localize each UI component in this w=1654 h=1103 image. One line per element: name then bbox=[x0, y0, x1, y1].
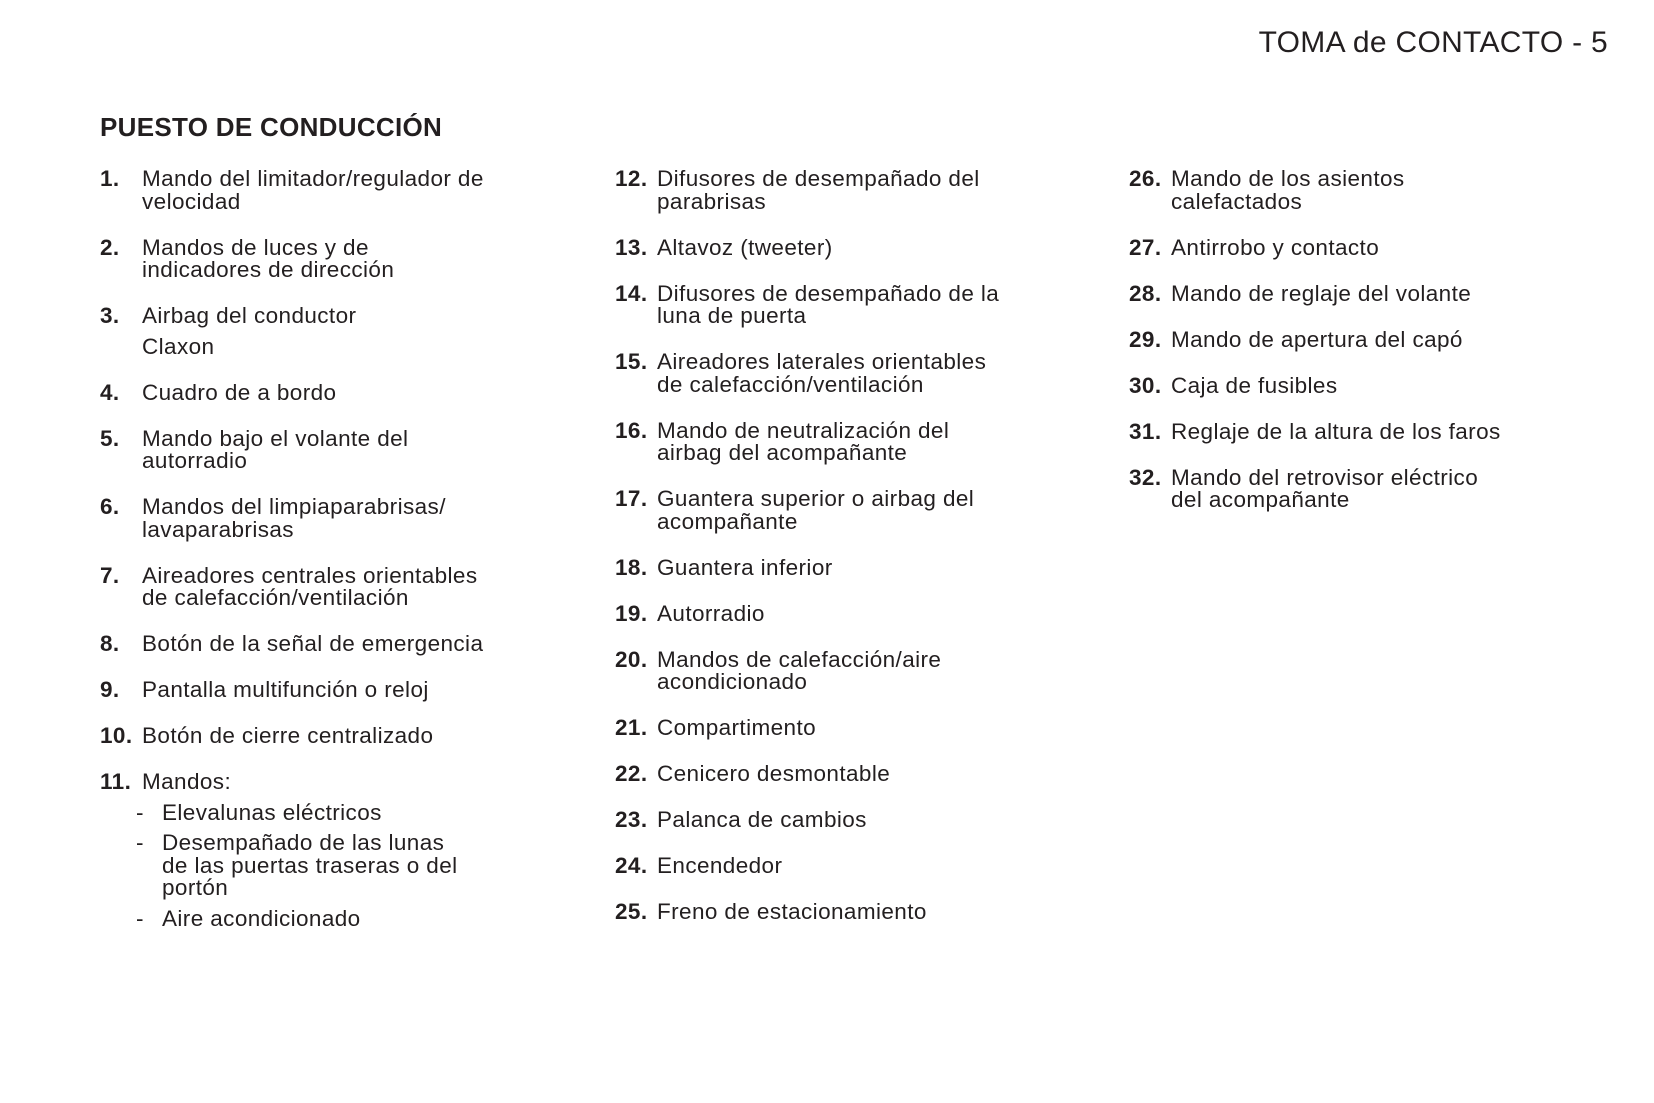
item-text bbox=[657, 417, 1085, 465]
item-text bbox=[142, 633, 570, 656]
item-text-line: Mando del limitador/regulador de bbox=[142, 166, 484, 191]
list-item bbox=[100, 425, 570, 473]
item-text bbox=[657, 351, 1085, 396]
list-item bbox=[100, 633, 570, 656]
item-text-line: Aireadores centrales orientables bbox=[142, 562, 478, 588]
item-text-line: del acompañante bbox=[1171, 487, 1350, 512]
item-number: 18. bbox=[615, 554, 648, 580]
item-text-line: Mandos de luces y de bbox=[142, 234, 369, 260]
page-header-title: TOMA de CONTACTO - 5 bbox=[1258, 26, 1608, 59]
item-number: 12. bbox=[615, 166, 648, 191]
item-number: 3. bbox=[100, 303, 120, 328]
list-item bbox=[615, 717, 1085, 740]
item-text bbox=[657, 717, 1085, 740]
list-item bbox=[1129, 372, 1599, 398]
item-text-line: Antirrobo y contacto bbox=[1171, 234, 1380, 260]
item-number: 29. bbox=[1129, 326, 1162, 352]
item-text-line: acondicionado bbox=[657, 669, 808, 694]
item-text-line: Airbag del conductor bbox=[142, 303, 357, 328]
item-text bbox=[142, 425, 570, 473]
item-text bbox=[136, 769, 570, 938]
item-text-line: Compartimento bbox=[657, 715, 817, 740]
item-number: 21. bbox=[615, 715, 648, 740]
item-text-line: airbag del acompañante bbox=[657, 440, 908, 465]
list-item bbox=[615, 488, 1085, 533]
item-text bbox=[142, 234, 570, 282]
item-number: 13. bbox=[615, 234, 648, 260]
sub-item-text-line: portón bbox=[162, 875, 229, 900]
sub-item-text bbox=[162, 905, 570, 931]
item-text-line: Altavoz (tweeter) bbox=[657, 234, 833, 260]
item-text-line: parabrisas bbox=[657, 188, 767, 214]
item-text-line: Mando de los asientos bbox=[1171, 166, 1405, 191]
item-number: 28. bbox=[1129, 280, 1162, 306]
item-text bbox=[657, 280, 1085, 328]
item-number: 16. bbox=[615, 417, 648, 443]
item-text bbox=[1171, 280, 1599, 306]
item-text bbox=[657, 554, 1085, 580]
list-item bbox=[1129, 464, 1599, 512]
item-text-line: Difusores de desempañado del bbox=[657, 166, 980, 191]
item-text-line: Guantera inferior bbox=[657, 554, 833, 580]
list-item bbox=[1129, 326, 1599, 352]
item-text-line: Cenicero desmontable bbox=[657, 761, 891, 786]
item-text bbox=[1171, 326, 1599, 352]
item-number: 30. bbox=[1129, 372, 1162, 398]
item-text-line: Mandos de calefacción/aire bbox=[657, 646, 942, 672]
item-text bbox=[657, 168, 1085, 213]
item-text bbox=[142, 725, 570, 748]
item-number: 19. bbox=[615, 600, 648, 626]
sub-item-text-line: de las puertas traseras o del bbox=[162, 852, 458, 878]
item-number: 5. bbox=[100, 425, 120, 451]
sub-item-text bbox=[162, 799, 570, 825]
column-2 bbox=[615, 168, 1085, 947]
item-number: 23. bbox=[615, 807, 648, 832]
sub-list-item bbox=[136, 905, 570, 931]
item-text bbox=[657, 901, 1085, 924]
section-title: PUESTO DE CONDUCCIÓN bbox=[100, 112, 443, 142]
item-text-line: Pantalla multifunción o reloj bbox=[142, 677, 429, 702]
item-text-line: Freno de estacionamiento bbox=[657, 899, 927, 924]
item-text bbox=[657, 763, 1085, 786]
item-text-line: velocidad bbox=[142, 188, 241, 214]
item-text bbox=[1171, 168, 1599, 213]
list-item bbox=[615, 417, 1085, 465]
list-item bbox=[1129, 418, 1599, 444]
item-text-line: Mando de neutralización del bbox=[657, 417, 950, 443]
item-text bbox=[142, 379, 570, 405]
list-item bbox=[615, 554, 1085, 580]
sub-item-text-line: Elevalunas eléctricos bbox=[162, 799, 382, 825]
item-text-line: Cuadro de a bordo bbox=[142, 379, 337, 405]
list-item bbox=[100, 234, 570, 282]
item-number: 27. bbox=[1129, 234, 1162, 260]
item-text-line: Mandos: bbox=[142, 769, 232, 794]
item-text bbox=[142, 679, 570, 702]
item-text-line: Mando del retrovisor eléctrico bbox=[1171, 464, 1479, 490]
item-number: 11. bbox=[100, 769, 132, 794]
list-item bbox=[100, 771, 570, 938]
item-number: 4. bbox=[100, 379, 120, 405]
sub-list-item bbox=[136, 832, 570, 900]
item-text-line: Botón de cierre centralizado bbox=[142, 723, 434, 748]
item-number: 2. bbox=[100, 234, 120, 260]
item-text-line: de calefacción/ventilación bbox=[142, 585, 409, 610]
item-text bbox=[657, 488, 1085, 533]
list-item bbox=[100, 679, 570, 702]
sub-item-text bbox=[162, 832, 570, 900]
item-number: 24. bbox=[615, 853, 648, 878]
item-text bbox=[142, 305, 570, 358]
item-text-line: Guantera superior o airbag del bbox=[657, 486, 975, 511]
list-item bbox=[615, 855, 1085, 878]
item-text bbox=[657, 646, 1085, 694]
item-text-line: luna de puerta bbox=[657, 303, 807, 328]
item-number: 14. bbox=[615, 280, 648, 306]
item-number: 1. bbox=[100, 166, 120, 191]
item-text bbox=[657, 234, 1085, 260]
item-text bbox=[657, 855, 1085, 878]
item-text-line: Mandos del limpiaparabrisas/ bbox=[142, 494, 446, 519]
item-text bbox=[657, 809, 1085, 832]
item-text-line: indicadores de dirección bbox=[142, 257, 395, 282]
item-text bbox=[1171, 234, 1599, 260]
list-item bbox=[615, 234, 1085, 260]
list-item bbox=[615, 809, 1085, 832]
list-item bbox=[615, 600, 1085, 626]
list-item bbox=[100, 379, 570, 405]
list-item bbox=[100, 725, 570, 748]
sub-item-text-line: Desempañado de las lunas bbox=[162, 830, 445, 855]
item-text-line: autorradio bbox=[142, 448, 248, 473]
item-text-line: lavaparabrisas bbox=[142, 516, 294, 542]
list-item bbox=[615, 280, 1085, 328]
list-item bbox=[1129, 234, 1599, 260]
sub-list bbox=[136, 799, 570, 931]
item-text-line: Reglaje de la altura de los faros bbox=[1171, 418, 1501, 444]
item-text bbox=[1171, 464, 1599, 512]
item-text-line: Autorradio bbox=[657, 600, 765, 626]
item-text bbox=[142, 168, 570, 213]
item-text-line: Aireadores laterales orientables bbox=[657, 349, 987, 374]
list-item bbox=[615, 646, 1085, 694]
item-text-line: de calefacción/ventilación bbox=[657, 371, 924, 397]
list-item bbox=[615, 901, 1085, 924]
item-text bbox=[657, 600, 1085, 626]
list-item bbox=[100, 305, 570, 358]
item-text-line: Mando bajo el volante del bbox=[142, 425, 409, 451]
dash-bullet: - bbox=[136, 905, 144, 931]
column-3 bbox=[1129, 168, 1599, 535]
item-text-line: Mando de reglaje del volante bbox=[1171, 280, 1472, 306]
item-text-line: Difusores de desempañado de la bbox=[657, 280, 1000, 306]
list-item bbox=[100, 562, 570, 610]
item-text bbox=[1171, 418, 1599, 444]
item-text bbox=[142, 496, 570, 541]
item-number: 31. bbox=[1129, 418, 1162, 444]
item-number: 8. bbox=[100, 631, 120, 656]
item-text-line: acompañante bbox=[657, 508, 798, 534]
item-number: 6. bbox=[100, 494, 120, 519]
item-extra-line: Claxon bbox=[142, 333, 215, 359]
item-text bbox=[1171, 372, 1599, 398]
list-item bbox=[1129, 168, 1599, 213]
list-item bbox=[100, 168, 570, 213]
list-item bbox=[615, 168, 1085, 213]
item-number: 25. bbox=[615, 899, 648, 924]
item-text bbox=[142, 562, 570, 610]
item-text-line: Mando de apertura del capó bbox=[1171, 326, 1463, 352]
list-item bbox=[615, 351, 1085, 396]
list-item bbox=[1129, 280, 1599, 306]
sub-item-text-line: Aire acondicionado bbox=[162, 905, 361, 931]
sub-list-item bbox=[136, 799, 570, 825]
list-item bbox=[100, 496, 570, 541]
dash-bullet: - bbox=[136, 830, 144, 855]
item-number: 10. bbox=[100, 723, 133, 748]
item-number: 22. bbox=[615, 761, 648, 786]
item-number: 32. bbox=[1129, 464, 1162, 490]
item-text-line: calefactados bbox=[1171, 188, 1303, 214]
item-text-line: Botón de la señal de emergencia bbox=[142, 631, 484, 656]
dash-bullet: - bbox=[136, 799, 144, 825]
list-item bbox=[615, 763, 1085, 786]
column-1 bbox=[100, 168, 570, 962]
item-number: 17. bbox=[615, 486, 648, 511]
item-number: 7. bbox=[100, 562, 120, 588]
item-text-line: Encendedor bbox=[657, 853, 783, 878]
item-text-line: Palanca de cambios bbox=[657, 807, 867, 832]
item-number: 26. bbox=[1129, 166, 1162, 191]
item-number: 20. bbox=[615, 646, 648, 672]
item-number: 15. bbox=[615, 349, 648, 374]
item-number: 9. bbox=[100, 677, 120, 702]
item-text-line: Caja de fusibles bbox=[1171, 372, 1338, 398]
